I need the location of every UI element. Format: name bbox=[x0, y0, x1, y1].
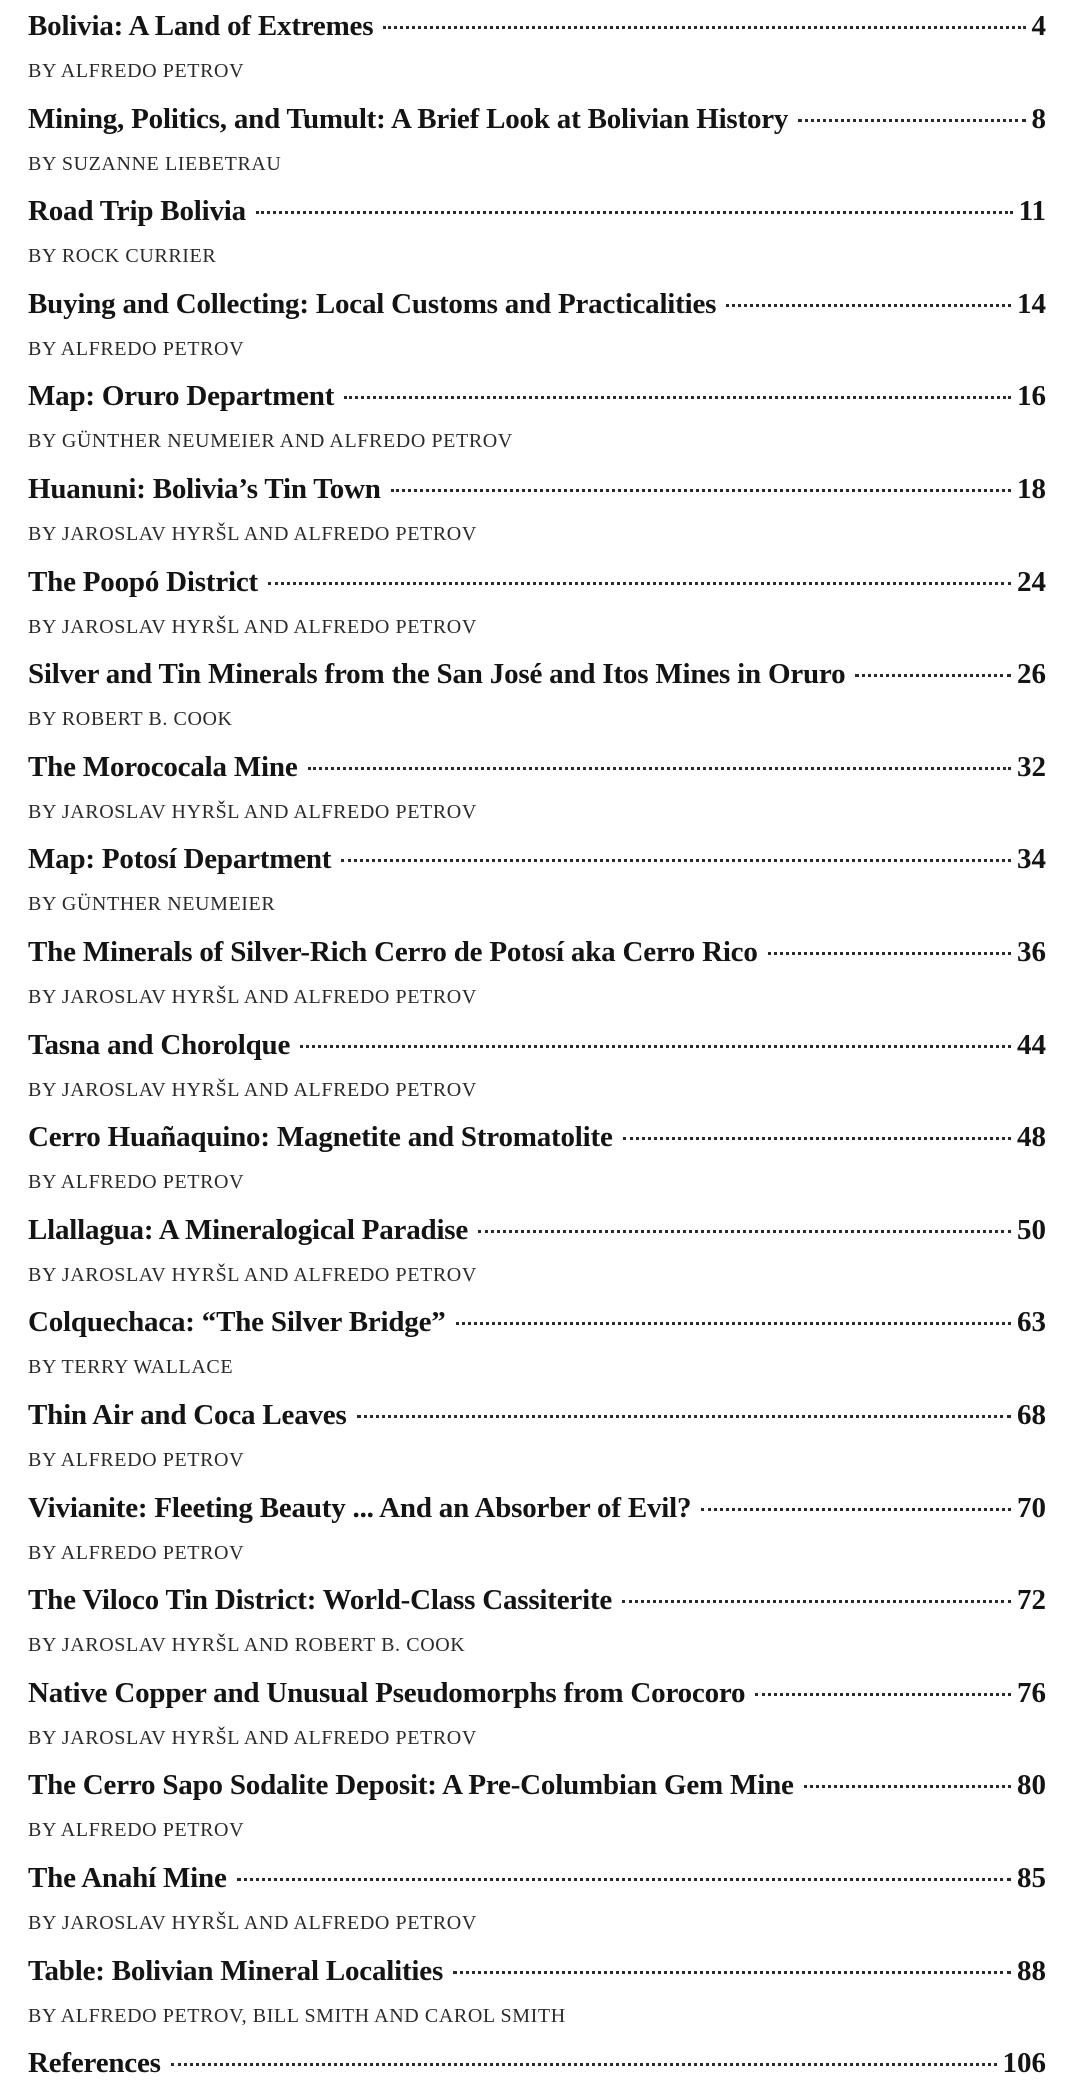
toc-entry[interactable] bbox=[28, 473, 1046, 546]
toc-title-line bbox=[28, 1492, 1046, 1536]
toc-title-line bbox=[28, 751, 1046, 795]
page-number: 50 bbox=[1017, 1213, 1046, 1246]
article-title: The Cerro Sapo Sodalite Deposit: A Pre-Columbian Gem Mine bbox=[28, 1769, 794, 1802]
toc-title-line bbox=[28, 843, 1046, 887]
article-author: BY TERRY WALLACE bbox=[28, 1356, 234, 1379]
article-title: Tasna and Chorolque bbox=[28, 1028, 291, 1061]
article-author: BY ALFREDO PETROV bbox=[28, 337, 245, 360]
article-author: BY ALFREDO PETROV bbox=[28, 1819, 245, 1842]
toc-title-line bbox=[28, 1121, 1046, 1165]
dot-leader bbox=[391, 489, 1011, 492]
article-author: BY GÜNTHER NEUMEIER bbox=[28, 893, 276, 916]
dot-leader bbox=[171, 2063, 997, 2066]
dot-leader bbox=[804, 1785, 1011, 1788]
toc-entry[interactable] bbox=[28, 2047, 1046, 2091]
page-number: 76 bbox=[1017, 1676, 1046, 1709]
dot-leader bbox=[453, 1971, 1011, 1974]
page-number: 8 bbox=[1031, 102, 1046, 135]
dot-leader bbox=[623, 1137, 1011, 1140]
page-number: 106 bbox=[1002, 2047, 1046, 2080]
page-number: 14 bbox=[1017, 287, 1046, 320]
dot-leader bbox=[855, 674, 1011, 677]
toc-entry[interactable] bbox=[28, 288, 1046, 361]
article-author: BY JAROSLAV HYRŠL AND ALFREDO PETROV bbox=[28, 1912, 477, 1934]
article-author: BY ROCK CURRIER bbox=[28, 245, 217, 268]
page-number: 36 bbox=[1017, 936, 1046, 968]
toc-title-line bbox=[28, 1677, 1046, 1721]
toc-entry[interactable] bbox=[28, 195, 1046, 268]
dot-leader bbox=[344, 396, 1011, 399]
article-title: Map: Potosí Department bbox=[28, 843, 332, 876]
toc-entry[interactable] bbox=[28, 1029, 1046, 1102]
dot-leader bbox=[308, 767, 1012, 770]
toc-title-line bbox=[28, 380, 1046, 424]
toc-entry[interactable] bbox=[28, 1306, 1046, 1379]
toc-entry[interactable] bbox=[28, 751, 1046, 824]
toc-title-line bbox=[28, 566, 1046, 610]
dot-leader bbox=[300, 1045, 1011, 1048]
article-author: BY GÜNTHER NEUMEIER AND ALFREDO PETROV bbox=[28, 430, 513, 453]
toc-entry[interactable] bbox=[28, 1492, 1046, 1565]
article-author: BY SUZANNE LIEBETRAU bbox=[28, 152, 282, 175]
article-author: BY JAROSLAV HYRŠL AND ALFREDO PETROV bbox=[28, 523, 477, 545]
page-number: 85 bbox=[1017, 1862, 1046, 1894]
toc-title-line bbox=[28, 288, 1046, 332]
article-title: Map: Oruro Department bbox=[28, 380, 335, 413]
article-author: BY ALFREDO PETROV bbox=[28, 60, 245, 82]
toc-entry[interactable] bbox=[28, 658, 1046, 731]
article-title: The Poopó District bbox=[28, 565, 258, 598]
toc-entry[interactable] bbox=[28, 936, 1046, 1009]
toc-entry[interactable] bbox=[28, 103, 1046, 176]
page-number: 24 bbox=[1017, 565, 1046, 598]
dot-leader bbox=[622, 1600, 1011, 1603]
toc-entry[interactable] bbox=[28, 843, 1046, 916]
toc-entry[interactable] bbox=[28, 1214, 1046, 1287]
page-number: 18 bbox=[1017, 473, 1046, 505]
article-author: BY ROBERT B. COOK bbox=[28, 708, 233, 731]
article-title: Road Trip Bolivia bbox=[28, 195, 246, 228]
dot-leader bbox=[357, 1415, 1011, 1418]
page-number: 26 bbox=[1017, 658, 1046, 691]
article-title: Llallagua: A Mineralogical Paradise bbox=[28, 1213, 469, 1246]
article-author: BY JAROSLAV HYRŠL AND ALFREDO PETROV bbox=[28, 1263, 477, 1286]
toc-entry[interactable] bbox=[28, 1121, 1046, 1194]
article-title: The Anahí Mine bbox=[28, 1862, 227, 1894]
article-title: Mining, Politics, and Tumult: A Brief Look at Bolivian History bbox=[28, 102, 789, 135]
article-author: BY JAROSLAV HYRŠL AND ROBERT B. COOK bbox=[28, 1634, 466, 1657]
toc-title-line bbox=[28, 1955, 1046, 1999]
article-title: Silver and Tin Minerals from the San José and Itos Mines in Oruro bbox=[28, 658, 846, 691]
page-number: 16 bbox=[1017, 380, 1046, 413]
page-number: 72 bbox=[1017, 1584, 1046, 1617]
toc-title-line bbox=[28, 473, 1046, 517]
toc-entry[interactable] bbox=[28, 1955, 1046, 2028]
page-number: 11 bbox=[1018, 195, 1046, 228]
toc-entry[interactable] bbox=[28, 10, 1046, 83]
article-title: Native Copper and Unusual Pseudomorphs from Corocoro bbox=[28, 1676, 746, 1709]
article-title: Huanuni: Bolivia’s Tin Town bbox=[28, 473, 381, 505]
toc-entry[interactable] bbox=[28, 1584, 1046, 1657]
toc-title-line bbox=[28, 10, 1046, 54]
article-author: BY JAROSLAV HYRŠL AND ALFREDO PETROV bbox=[28, 800, 477, 823]
dot-leader bbox=[726, 304, 1011, 307]
article-title: Bolivia: A Land of Extremes bbox=[28, 10, 374, 42]
dot-leader bbox=[383, 26, 1025, 29]
page-number: 34 bbox=[1017, 843, 1046, 876]
article-title: Colquechaca: “The Silver Bridge” bbox=[28, 1306, 446, 1339]
article-title: References bbox=[28, 2047, 161, 2080]
toc-title-line bbox=[28, 936, 1046, 980]
article-title: The Minerals of Silver-Rich Cerro de Potosí aka Cerro Rico bbox=[28, 936, 758, 968]
dot-leader bbox=[798, 119, 1025, 122]
dot-leader bbox=[341, 859, 1011, 862]
article-author: BY ALFREDO PETROV bbox=[28, 1541, 245, 1564]
toc-entry[interactable] bbox=[28, 380, 1046, 453]
article-author: BY JAROSLAV HYRŠL AND ALFREDO PETROV bbox=[28, 615, 477, 638]
article-author: BY JAROSLAV HYRŠL AND ALFREDO PETROV bbox=[28, 986, 477, 1008]
page-number: 44 bbox=[1017, 1028, 1046, 1061]
toc-title-line bbox=[28, 1214, 1046, 1258]
toc-title-line bbox=[28, 103, 1046, 147]
article-author: BY JAROSLAV HYRŠL AND ALFREDO PETROV bbox=[28, 1726, 477, 1749]
toc-title-line bbox=[28, 658, 1046, 702]
article-title: Table: Bolivian Mineral Localities bbox=[28, 1954, 444, 1987]
page-number: 32 bbox=[1017, 750, 1046, 783]
toc-title-line bbox=[28, 1306, 1046, 1350]
toc-entry[interactable] bbox=[28, 1677, 1046, 1750]
article-title: The Morococala Mine bbox=[28, 750, 298, 783]
article-title: Vivianite: Fleeting Beauty ... And an Absorber of Evil? bbox=[28, 1491, 692, 1524]
article-title: Thin Air and Coca Leaves bbox=[28, 1399, 347, 1431]
toc-entry[interactable] bbox=[28, 1862, 1046, 1935]
toc-entry[interactable] bbox=[28, 1399, 1046, 1472]
dot-leader bbox=[701, 1508, 1011, 1511]
article-author: BY JAROSLAV HYRŠL AND ALFREDO PETROV bbox=[28, 1078, 477, 1101]
toc-entry[interactable] bbox=[28, 1769, 1046, 1842]
article-author: BY ALFREDO PETROV bbox=[28, 1171, 245, 1194]
dot-leader bbox=[768, 952, 1011, 955]
toc-entry[interactable] bbox=[28, 566, 1046, 639]
article-title: Buying and Collecting: Local Customs and Practicalities bbox=[28, 287, 717, 320]
toc-title-line bbox=[28, 1862, 1046, 1906]
toc-title-line bbox=[28, 1399, 1046, 1443]
dot-leader bbox=[256, 211, 1013, 214]
page-number: 88 bbox=[1017, 1954, 1046, 1987]
page-number: 70 bbox=[1017, 1491, 1046, 1524]
dot-leader bbox=[456, 1322, 1011, 1325]
article-author: BY ALFREDO PETROV, BILL SMITH AND CAROL SMITH bbox=[28, 2004, 566, 2027]
page-number: 68 bbox=[1017, 1399, 1046, 1431]
dot-leader bbox=[237, 1878, 1011, 1881]
article-title: The Viloco Tin District: World-Class Cassiterite bbox=[28, 1584, 613, 1617]
toc-title-line bbox=[28, 195, 1046, 239]
page-number: 4 bbox=[1031, 10, 1046, 42]
page-number: 63 bbox=[1017, 1306, 1046, 1339]
article-author: BY ALFREDO PETROV bbox=[28, 1449, 245, 1471]
dot-leader bbox=[755, 1693, 1011, 1696]
toc-title-line bbox=[28, 1584, 1046, 1628]
article-title: Cerro Huañaquino: Magnetite and Stromatolite bbox=[28, 1121, 613, 1154]
toc-title-line bbox=[28, 1029, 1046, 1073]
page-number: 80 bbox=[1017, 1769, 1046, 1802]
page-number: 48 bbox=[1017, 1121, 1046, 1154]
toc-title-line bbox=[28, 1769, 1046, 1813]
toc-title-line bbox=[28, 2047, 1046, 2091]
dot-leader bbox=[478, 1230, 1011, 1233]
dot-leader bbox=[268, 582, 1011, 585]
